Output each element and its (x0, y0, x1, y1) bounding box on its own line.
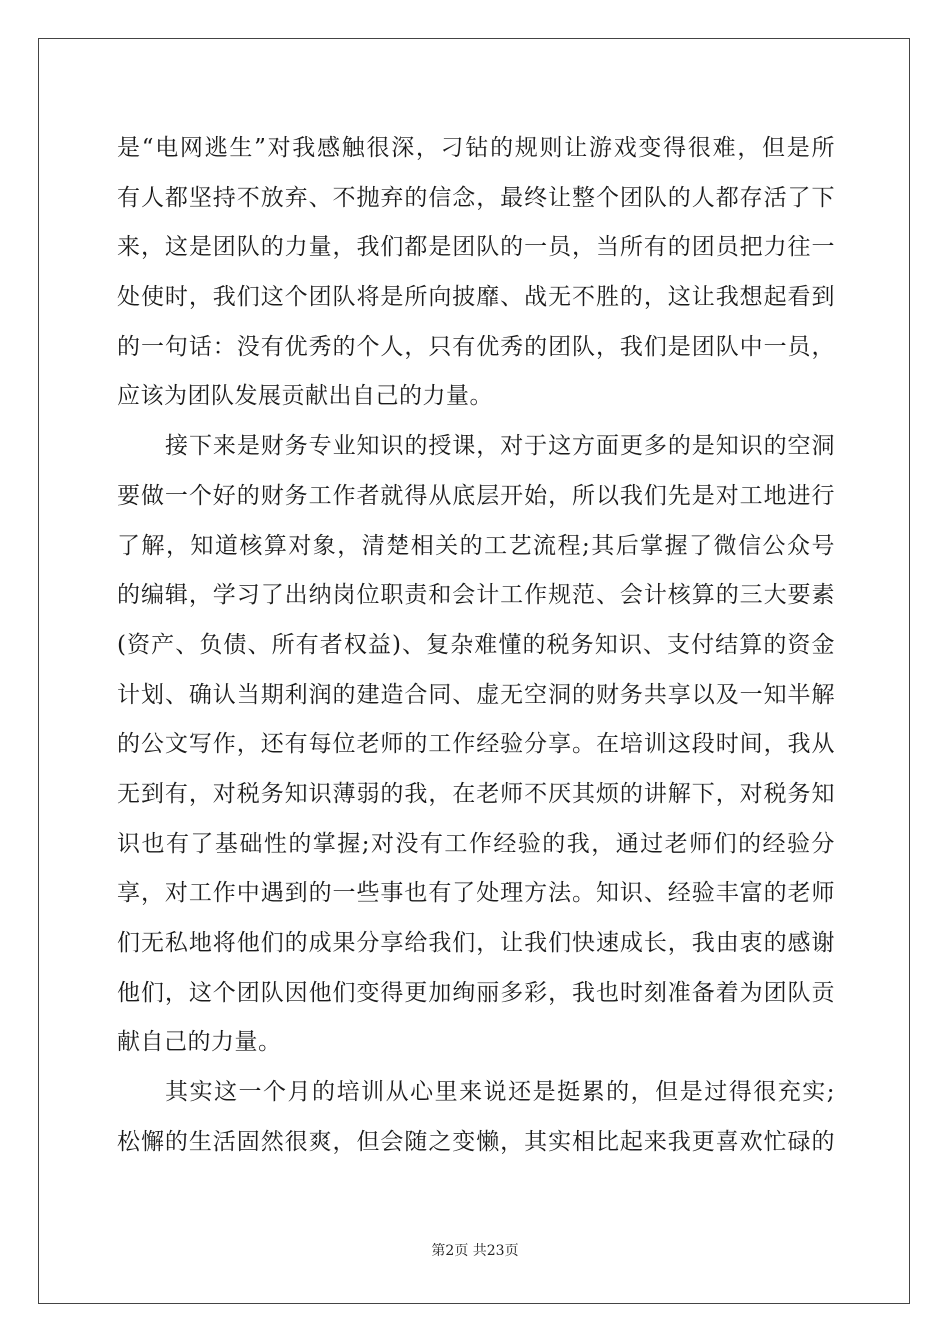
text-line: 的编辑，学习了出纳岗位职责和会计工作规范、会计核算的三大要素 (117, 582, 835, 609)
text-line: 处使时，我们这个团队将是所向披靡、战无不胜的，这让我想起看到 (117, 284, 835, 311)
text-line: 有人都坚持不放弃、不抛弃的信念，最终让整个团队的人都存活了下 (117, 184, 835, 211)
text-line: 其实这一个月的培训从心里来说还是挺累的，但是过得很充实; (165, 1079, 835, 1106)
text-line: 了解，知道核算对象，清楚相关的工艺流程;其后掌握了微信公众号 (117, 532, 835, 559)
text-line: 享，对工作中遇到的一些事也有了处理方法。知识、经验丰富的老师 (117, 880, 835, 907)
text-line: 献自己的力量。 (117, 1029, 282, 1056)
text-line: 计划、确认当期利润的建造合同、虚无空洞的财务共享以及一知半解 (117, 681, 835, 708)
text-line: 应该为团队发展贡献出自己的力量。 (117, 383, 493, 410)
text-line: 们无私地将他们的成果分享给我们，让我们快速成长，我由衷的感谢 (117, 930, 835, 956)
page-footer: 第2页 共23页 (431, 1243, 519, 1259)
text-line: 识也有了基础性的掌握;对没有工作经验的我，通过老师们的经验分 (117, 830, 835, 857)
text-line: 无到有，对税务知识薄弱的我，在老师不厌其烦的讲解下，对税务知 (117, 780, 835, 807)
text-line: 要做一个好的财务工作者就得从底层开始，所以我们先是对工地进行 (117, 482, 835, 509)
text-line: 他们，这个团队因他们变得更加绚丽多彩，我也时刻准备着为团队贡 (117, 979, 835, 1006)
text-line: 松懈的生活固然很爽，但会随之变懒，其实相比起来我更喜欢忙碌的 (117, 1128, 835, 1155)
text-line: (资产、负债、所有者权益)、复杂难懂的税务知识、支付结算的资金 (117, 631, 835, 658)
document-body (117, 124, 835, 1167)
text-line: 的一句话：没有优秀的个人，只有优秀的团队，我们是团队中一员， (117, 333, 835, 360)
text-line: 的公文写作，还有每位老师的工作经验分享。在培训这段时间，我从 (117, 731, 835, 758)
text-line: 来，这是团队的力量，我们都是团队的一员，当所有的团员把力往一 (117, 234, 835, 261)
text-line: 是“电网逃生”对我感触很深，刁钻的规则让游戏变得很难，但是所 (117, 135, 835, 161)
text-line: 接下来是财务专业知识的授课，对于这方面更多的是知识的空洞 (165, 433, 835, 460)
